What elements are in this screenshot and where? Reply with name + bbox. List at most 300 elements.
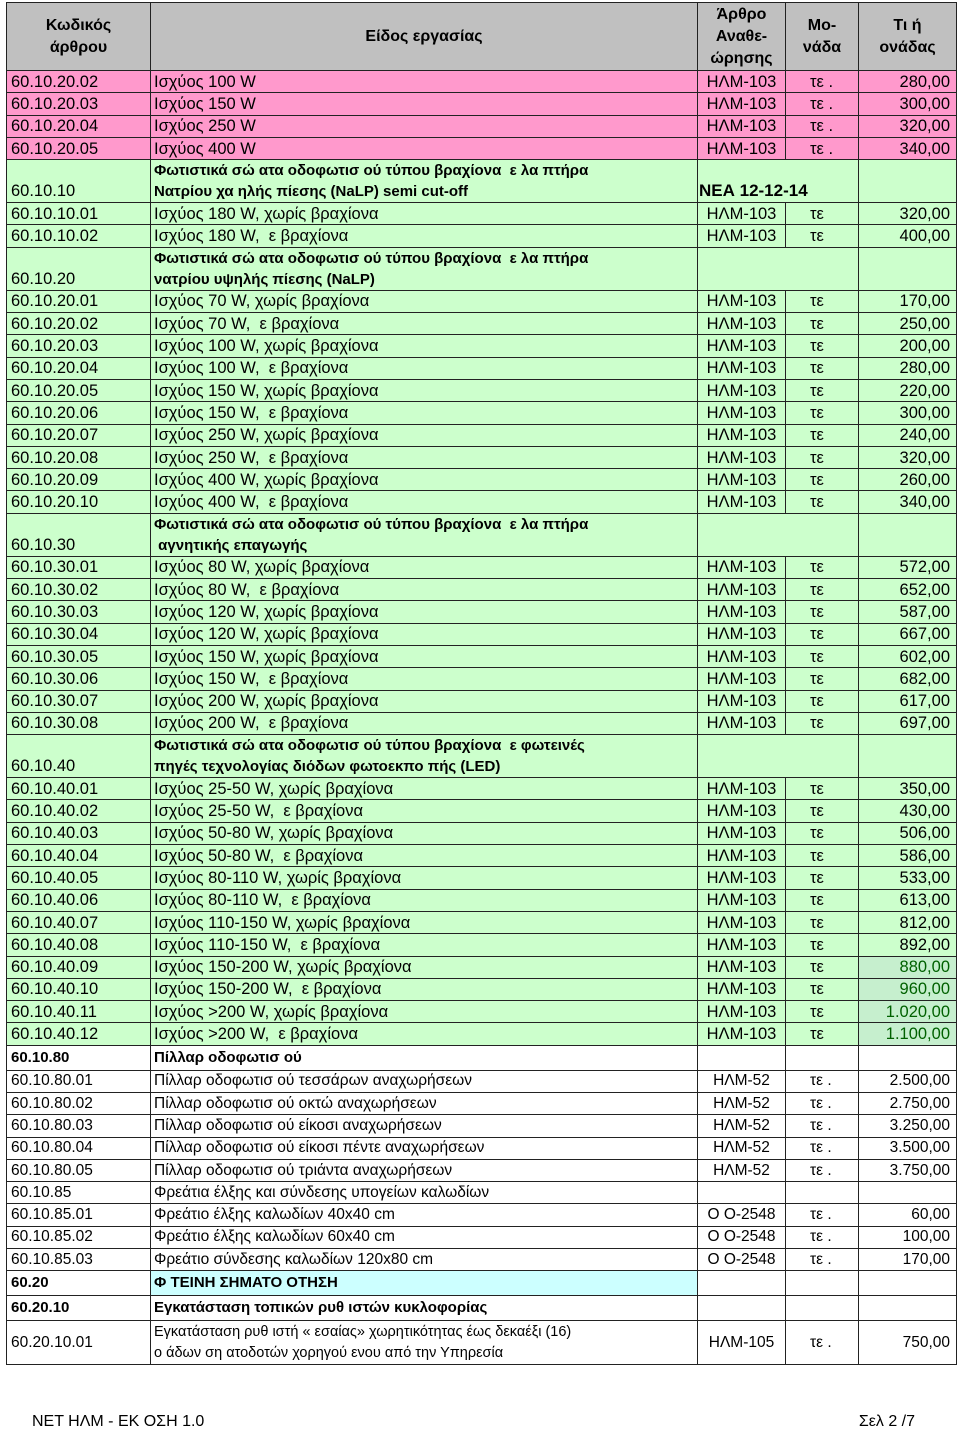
unit <box>786 1045 859 1070</box>
header-line: νάδα <box>802 38 842 56</box>
unit-price: 1.020,00 <box>859 1001 957 1023</box>
revision-article: ΗΛΜ-103 <box>698 93 786 115</box>
price-row <box>7 469 957 491</box>
footer-document-version: ΝΕΤ ΗΛΜ - ΕΚ ΟΣΗ 1.0 <box>32 1413 205 1430</box>
article-code: 60.10.40.11 <box>7 1001 151 1023</box>
unit: τε <box>786 335 859 357</box>
revision-article: ΗΛΜ-103 <box>698 712 786 734</box>
unit: τε <box>786 446 859 468</box>
article-code: 60.10.20.05 <box>7 379 151 401</box>
unit-price: 170,00 <box>859 1249 957 1271</box>
price-row <box>7 645 957 667</box>
work-description: Ισχύος 70 W, χωρίς βραχίονα <box>151 290 698 312</box>
price-row <box>7 491 957 513</box>
price-row <box>7 225 957 247</box>
unit-price <box>859 1296 957 1321</box>
unit-price: 812,00 <box>859 911 957 933</box>
work-description: Ισχύος 150-200 W, χωρίς βραχίονα <box>151 956 698 978</box>
article-code: 60.10.20.06 <box>7 402 151 424</box>
price-row <box>7 357 957 379</box>
unit-price: 340,00 <box>859 137 957 159</box>
price-row <box>7 203 957 225</box>
unit: τε <box>786 379 859 401</box>
unit-price <box>859 160 957 203</box>
price-row <box>7 1115 957 1137</box>
revision-article: ΗΛΜ-103 <box>698 313 786 335</box>
revision-article: ΗΛΜ-103 <box>698 446 786 468</box>
work-description: Ισχύος 150 W, χωρίς βραχίονα <box>151 379 698 401</box>
unit-price: 60,00 <box>859 1204 957 1226</box>
revision-article: ΗΛΜ-52 <box>698 1115 786 1137</box>
work-description: Πίλλαρ οδοφωτισ ού τεσσάρων αναχωρήσεων <box>151 1070 698 1092</box>
unit-price: 240,00 <box>859 424 957 446</box>
price-row <box>7 934 957 956</box>
article-code: 60.10.20.05 <box>7 137 151 159</box>
article-code: 60.20.10 <box>7 1296 151 1321</box>
article-code: 60.10.85 <box>7 1182 151 1204</box>
unit-price: 697,00 <box>859 712 957 734</box>
unit-price: 250,00 <box>859 313 957 335</box>
article-code: 60.10.40.12 <box>7 1023 151 1045</box>
unit-price: 750,00 <box>859 1321 957 1365</box>
work-description: Ισχύος 200 W, ε βραχίονα <box>151 712 698 734</box>
price-row <box>7 1070 957 1092</box>
unit-price: 880,00 <box>859 956 957 978</box>
unit-price: 682,00 <box>859 668 957 690</box>
unit: τε . <box>786 1249 859 1271</box>
unit-price: 400,00 <box>859 225 957 247</box>
revision-article: ΗΛΜ-103 <box>698 1001 786 1023</box>
unit: τε <box>786 313 859 335</box>
unit: τε <box>786 956 859 978</box>
revision-article: ΗΛΜ-103 <box>698 71 786 93</box>
work-description: Ισχύος 200 W, χωρίς βραχίονα <box>151 690 698 712</box>
work-description: Ισχύος 100 W, χωρίς βραχίονα <box>151 335 698 357</box>
unit: τε <box>786 889 859 911</box>
unit-price: 533,00 <box>859 867 957 889</box>
article-code: 60.10.20.01 <box>7 290 151 312</box>
unit: τε . <box>786 1070 859 1092</box>
article-code: 60.10.40.10 <box>7 978 151 1000</box>
unit: τε <box>786 424 859 446</box>
unit-price: 892,00 <box>859 934 957 956</box>
unit-price: 3.500,00 <box>859 1137 957 1159</box>
unit-price: 320,00 <box>859 203 957 225</box>
unit-price: 3.250,00 <box>859 1115 957 1137</box>
header-line: άρθρου <box>49 38 108 56</box>
work-description: Ισχύος 150-200 W, ε βραχίονα <box>151 978 698 1000</box>
price-row <box>7 335 957 357</box>
price-row <box>7 668 957 690</box>
header-work-description <box>151 3 698 71</box>
work-description: Ισχύος 120 W, χωρίς βραχίονα <box>151 601 698 623</box>
article-code: 60.10.40.08 <box>7 934 151 956</box>
price-row <box>7 1023 957 1045</box>
unit-price <box>859 1045 957 1070</box>
section-row <box>7 247 957 290</box>
unit-price <box>859 247 957 290</box>
work-description <box>151 247 698 290</box>
work-description: Ισχύος 80-110 W, ε βραχίονα <box>151 889 698 911</box>
unit: τε <box>786 845 859 867</box>
unit-price: 300,00 <box>859 93 957 115</box>
work-description: Ισχύος 250 W, ε βραχίονα <box>151 446 698 468</box>
unit: τε . <box>786 93 859 115</box>
revision-article: ΗΛΜ-103 <box>698 645 786 667</box>
description-line: νατρίου υψηλής πίεσης (NaLP) <box>154 270 375 288</box>
description-line: Φωτιστικά σώ ατα οδοφωτισ ού τύπου βραχίονα ε λα πτήρα <box>154 162 589 180</box>
article-code: 60.10.10.01 <box>7 203 151 225</box>
price-row <box>7 1159 957 1181</box>
unit-price: 350,00 <box>859 778 957 800</box>
unit: τε <box>786 357 859 379</box>
article-code: 60.10.30.01 <box>7 556 151 578</box>
work-description: Ισχύος 400 W <box>151 137 698 159</box>
work-description: Ισχύος 150 W, ε βραχίονα <box>151 402 698 424</box>
revision-article: Ο Ο-2548 <box>698 1249 786 1271</box>
work-description: Ισχύος 110-150 W, χωρίς βραχίονα <box>151 911 698 933</box>
price-row <box>7 402 957 424</box>
article-code: 60.10.85.03 <box>7 1249 151 1271</box>
unit-price: 320,00 <box>859 446 957 468</box>
revision-article: ΗΛΜ-103 <box>698 290 786 312</box>
price-row <box>7 115 957 137</box>
work-description: Φ ΤΕΙΝΗ ΣΗΜΑΤΟ ΟΤΗΣΗ <box>151 1271 698 1296</box>
unit-price: 320,00 <box>859 115 957 137</box>
revision-article: ΗΛΜ-103 <box>698 203 786 225</box>
price-row <box>7 379 957 401</box>
section-row <box>7 1045 957 1070</box>
price-row <box>7 1249 957 1271</box>
work-description: Ισχύος 25-50 W, χωρίς βραχίονα <box>151 778 698 800</box>
revision-article: ΗΛΜ-103 <box>698 335 786 357</box>
unit-price: 1.100,00 <box>859 1023 957 1045</box>
work-description: Φρεάτια έλξης και σύνδεσης υπογείων καλωδίων <box>151 1182 698 1204</box>
unit: τε . <box>786 137 859 159</box>
unit: τε . <box>786 115 859 137</box>
description-line: αγνητικής επαγωγής <box>154 536 308 554</box>
price-row <box>7 889 957 911</box>
article-code: 60.10.20.03 <box>7 335 151 357</box>
revision-note: ΝΕΑ 12-12-14 <box>698 160 859 203</box>
revision-article: ΗΛΜ-103 <box>698 623 786 645</box>
price-row <box>7 978 957 1000</box>
revision-article: ΗΛΜ-103 <box>698 379 786 401</box>
article-code: 60.10.40.01 <box>7 778 151 800</box>
work-description: Πίλλαρ οδοφωτισ ού οκτώ αναχωρήσεων <box>151 1092 698 1114</box>
work-description: Ισχύος 100 W <box>151 71 698 93</box>
revision-article: ΗΛΜ-103 <box>698 690 786 712</box>
unit-price: 617,00 <box>859 690 957 712</box>
work-description: Ισχύος 150 W, ε βραχίονα <box>151 668 698 690</box>
article-code: 60.10.20.03 <box>7 93 151 115</box>
unit: τε <box>786 934 859 956</box>
article-code: 60.10.40.04 <box>7 845 151 867</box>
unit-price: 280,00 <box>859 71 957 93</box>
section-row <box>7 735 957 778</box>
unit: τε . <box>786 1321 859 1365</box>
work-description: Φρεάτιο έλξης καλωδίων 40x40 cm <box>151 1204 698 1226</box>
article-code: 60.10.20.02 <box>7 313 151 335</box>
article-code: 60.10.30.03 <box>7 601 151 623</box>
work-description: Πίλλαρ οδοφωτισ ού είκοσι αναχωρήσεων <box>151 1115 698 1137</box>
price-row <box>7 956 957 978</box>
price-row <box>7 1001 957 1023</box>
unit: τε <box>786 1023 859 1045</box>
price-table-body <box>7 71 957 1365</box>
article-code: 60.10.40.03 <box>7 822 151 844</box>
work-description <box>151 160 698 203</box>
work-description: Ισχύος 70 W, ε βραχίονα <box>151 313 698 335</box>
unit-price: 602,00 <box>859 645 957 667</box>
unit: τε . <box>786 1137 859 1159</box>
unit: τε <box>786 911 859 933</box>
price-row <box>7 93 957 115</box>
work-description: Πίλλαρ οδοφωτισ ού τριάντα αναχωρήσεων <box>151 1159 698 1181</box>
price-row <box>7 822 957 844</box>
work-description: Ισχύος 80 W, χωρίς βραχίονα <box>151 556 698 578</box>
unit: τε <box>786 556 859 578</box>
work-description: Ισχύος 400 W, χωρίς βραχίονα <box>151 469 698 491</box>
revision-article: ΗΛΜ-103 <box>698 424 786 446</box>
price-row <box>7 1182 957 1204</box>
unit: τε <box>786 1001 859 1023</box>
unit: τε <box>786 469 859 491</box>
work-description <box>151 1321 698 1365</box>
work-description: Ισχύος 50-80 W, χωρίς βραχίονα <box>151 822 698 844</box>
table-header-row <box>7 3 957 71</box>
revision-article: ΗΛΜ-103 <box>698 579 786 601</box>
work-description: Ισχύος 80 W, ε βραχίονα <box>151 579 698 601</box>
revision-article: ΗΛΜ-105 <box>698 1321 786 1365</box>
unit: τε <box>786 978 859 1000</box>
unit-price: 572,00 <box>859 556 957 578</box>
section-row <box>7 1271 957 1296</box>
price-row <box>7 290 957 312</box>
work-description: Ισχύος 110-150 W, ε βραχίονα <box>151 934 698 956</box>
price-row <box>7 1092 957 1114</box>
article-code: 60.10.10.02 <box>7 225 151 247</box>
article-code: 60.10.20.08 <box>7 446 151 468</box>
unit: τε <box>786 668 859 690</box>
work-description: Πίλλαρ οδοφωτισ ού είκοσι πέντε αναχωρήσεων <box>151 1137 698 1159</box>
section-row <box>7 513 957 556</box>
unit-price: 100,00 <box>859 1226 957 1248</box>
work-description: Φρεάτιο σύνδεσης καλωδίων 120x80 cm <box>151 1249 698 1271</box>
price-row <box>7 601 957 623</box>
article-code: 60.10.20.04 <box>7 357 151 379</box>
section-row <box>7 1296 957 1321</box>
unit-price: 300,00 <box>859 402 957 424</box>
article-code: 60.10.80.04 <box>7 1137 151 1159</box>
revision-article: ΗΛΜ-103 <box>698 668 786 690</box>
price-row <box>7 137 957 159</box>
article-code: 60.10.30.06 <box>7 668 151 690</box>
revision-article: ΗΛΜ-103 <box>698 1023 786 1045</box>
unit: τε . <box>786 1092 859 1114</box>
unit <box>786 1296 859 1321</box>
price-row <box>7 1226 957 1248</box>
revision-article: ΗΛΜ-103 <box>698 225 786 247</box>
unit-price <box>859 735 957 778</box>
article-code: 60.10.20.04 <box>7 115 151 137</box>
unit: τε . <box>786 1226 859 1248</box>
unit: τε <box>786 778 859 800</box>
revision-article: ΗΛΜ-52 <box>698 1137 786 1159</box>
unit: τε . <box>786 1159 859 1181</box>
header-revision-article <box>698 3 786 71</box>
revision-article: ΗΛΜ-103 <box>698 889 786 911</box>
article-code: 60.10.80.03 <box>7 1115 151 1137</box>
unit-price: 652,00 <box>859 579 957 601</box>
header-line: Κωδικός <box>45 16 112 34</box>
unit: τε <box>786 867 859 889</box>
price-row <box>7 867 957 889</box>
revision-article: ΗΛΜ-103 <box>698 115 786 137</box>
revision-article: ΗΛΜ-103 <box>698 137 786 159</box>
revision-article: ΗΛΜ-103 <box>698 402 786 424</box>
work-description: Ισχύος 150 W, χωρίς βραχίονα <box>151 645 698 667</box>
unit: τε <box>786 690 859 712</box>
article-code: 60.10.20.10 <box>7 491 151 513</box>
price-row <box>7 778 957 800</box>
work-description: Ισχύος 250 W <box>151 115 698 137</box>
price-row <box>7 1321 957 1365</box>
article-code: 60.10.80.05 <box>7 1159 151 1181</box>
header-line: Άρθρο <box>716 5 767 23</box>
work-description: Ισχύος >200 W, ε βραχίονα <box>151 1023 698 1045</box>
unit: τε <box>786 290 859 312</box>
unit: τε . <box>786 71 859 93</box>
article-code: 60.10.30.07 <box>7 690 151 712</box>
unit: τε <box>786 712 859 734</box>
price-row <box>7 424 957 446</box>
unit <box>786 1182 859 1204</box>
unit: τε <box>786 579 859 601</box>
footer-page-number: Σελ 2 /7 <box>858 1413 915 1430</box>
price-row <box>7 911 957 933</box>
unit: τε <box>786 402 859 424</box>
price-row <box>7 313 957 335</box>
article-code: 60.10.80 <box>7 1045 151 1070</box>
revision-article: Ο Ο-2548 <box>698 1204 786 1226</box>
description-line: Νατρίου χα ηλής πίεσης (NaLP) semi cut-off <box>154 183 469 201</box>
work-description: Ισχύος 100 W, ε βραχίονα <box>151 357 698 379</box>
unit: τε . <box>786 1115 859 1137</box>
unit-price: 280,00 <box>859 357 957 379</box>
work-description: Ισχύος 150 W <box>151 93 698 115</box>
revision-article: ΗΛΜ-52 <box>698 1092 786 1114</box>
revision-note <box>698 513 859 556</box>
price-row <box>7 446 957 468</box>
article-code: 60.10.85.01 <box>7 1204 151 1226</box>
article-code: 60.10.20.02 <box>7 71 151 93</box>
revision-article: ΗΛΜ-52 <box>698 1159 786 1181</box>
work-description: Ισχύος 80-110 W, χωρίς βραχίονα <box>151 867 698 889</box>
work-description: Ισχύος 120 W, χωρίς βραχίονα <box>151 623 698 645</box>
unit-price: 2.500,00 <box>859 1070 957 1092</box>
revision-article: ΗΛΜ-103 <box>698 934 786 956</box>
unit-price: 170,00 <box>859 290 957 312</box>
unit: τε <box>786 623 859 645</box>
unit-price: 506,00 <box>859 822 957 844</box>
price-row <box>7 712 957 734</box>
unit: τε <box>786 800 859 822</box>
article-code: 60.10.10 <box>7 160 151 203</box>
work-description: Πίλλαρ οδοφωτισ ού <box>151 1045 698 1070</box>
unit: τε <box>786 822 859 844</box>
header-line: Αναθε- <box>715 27 768 45</box>
description-line: Φωτιστικά σώ ατα οδοφωτισ ού τύπου βραχίονα ε λα πτήρα <box>154 515 589 533</box>
description-line: Φωτιστικά σώ ατα οδοφωτισ ού τύπου βραχίονα ε λα πτήρα <box>154 249 589 267</box>
revision-article: ΗΛΜ-103 <box>698 822 786 844</box>
revision-article: ΗΛΜ-103 <box>698 978 786 1000</box>
unit-price: 200,00 <box>859 335 957 357</box>
price-row <box>7 623 957 645</box>
article-code: 60.10.80.02 <box>7 1092 151 1114</box>
header-unit-price <box>859 3 957 71</box>
unit-price: 587,00 <box>859 601 957 623</box>
article-code: 60.10.20.09 <box>7 469 151 491</box>
article-code: 60.10.20.07 <box>7 424 151 446</box>
unit-price: 960,00 <box>859 978 957 1000</box>
article-code: 60.10.30.04 <box>7 623 151 645</box>
revision-article: ΗΛΜ-103 <box>698 469 786 491</box>
unit-price: 260,00 <box>859 469 957 491</box>
description-line: πηγές τεχνολογίας διόδων φωτοεκπο πής (LED) <box>154 758 501 776</box>
header-article-code <box>7 3 151 71</box>
description-line: ο άδων ση ατοδοτών χορηγού ενου από την Υπηρεσία <box>154 1344 504 1361</box>
price-row <box>7 556 957 578</box>
revision-article: ΗΛΜ-103 <box>698 867 786 889</box>
unit: τε . <box>786 1204 859 1226</box>
price-row <box>7 1204 957 1226</box>
work-description: Ισχύος 25-50 W, ε βραχίονα <box>151 800 698 822</box>
article-code: 60.10.40.05 <box>7 867 151 889</box>
price-table <box>6 2 957 1365</box>
article-code: 60.10.80.01 <box>7 1070 151 1092</box>
price-row <box>7 579 957 601</box>
revision-article <box>698 1271 786 1296</box>
unit: τε <box>786 203 859 225</box>
revision-article: ΗΛΜ-103 <box>698 491 786 513</box>
header-line: Τι ή <box>893 16 922 34</box>
work-description: Ισχύος 180 W, ε βραχίονα <box>151 225 698 247</box>
work-description: Ισχύος >200 W, χωρίς βραχίονα <box>151 1001 698 1023</box>
unit-price: 3.750,00 <box>859 1159 957 1181</box>
unit-price: 220,00 <box>859 379 957 401</box>
work-description <box>151 735 698 778</box>
revision-article: Ο Ο-2548 <box>698 1226 786 1248</box>
header-line: Είδος εργασίας <box>365 27 483 45</box>
unit: τε <box>786 225 859 247</box>
description-line: Εγκατάσταση ρυθ ιστή « εσαίας» χωρητικότητας έως δεκαέξι (16) <box>154 1323 572 1340</box>
unit-price: 613,00 <box>859 889 957 911</box>
revision-article: ΗΛΜ-103 <box>698 601 786 623</box>
revision-article: ΗΛΜ-52 <box>698 1070 786 1092</box>
price-row <box>7 71 957 93</box>
article-code: 60.10.85.02 <box>7 1226 151 1248</box>
revision-article: ΗΛΜ-103 <box>698 800 786 822</box>
section-row <box>7 160 957 203</box>
unit-price: 430,00 <box>859 800 957 822</box>
unit-price <box>859 1182 957 1204</box>
work-description: Ισχύος 250 W, χωρίς βραχίονα <box>151 424 698 446</box>
article-code: 60.10.40.09 <box>7 956 151 978</box>
header-line: Μο- <box>807 16 837 34</box>
article-code: 60.10.20 <box>7 247 151 290</box>
unit: τε <box>786 645 859 667</box>
